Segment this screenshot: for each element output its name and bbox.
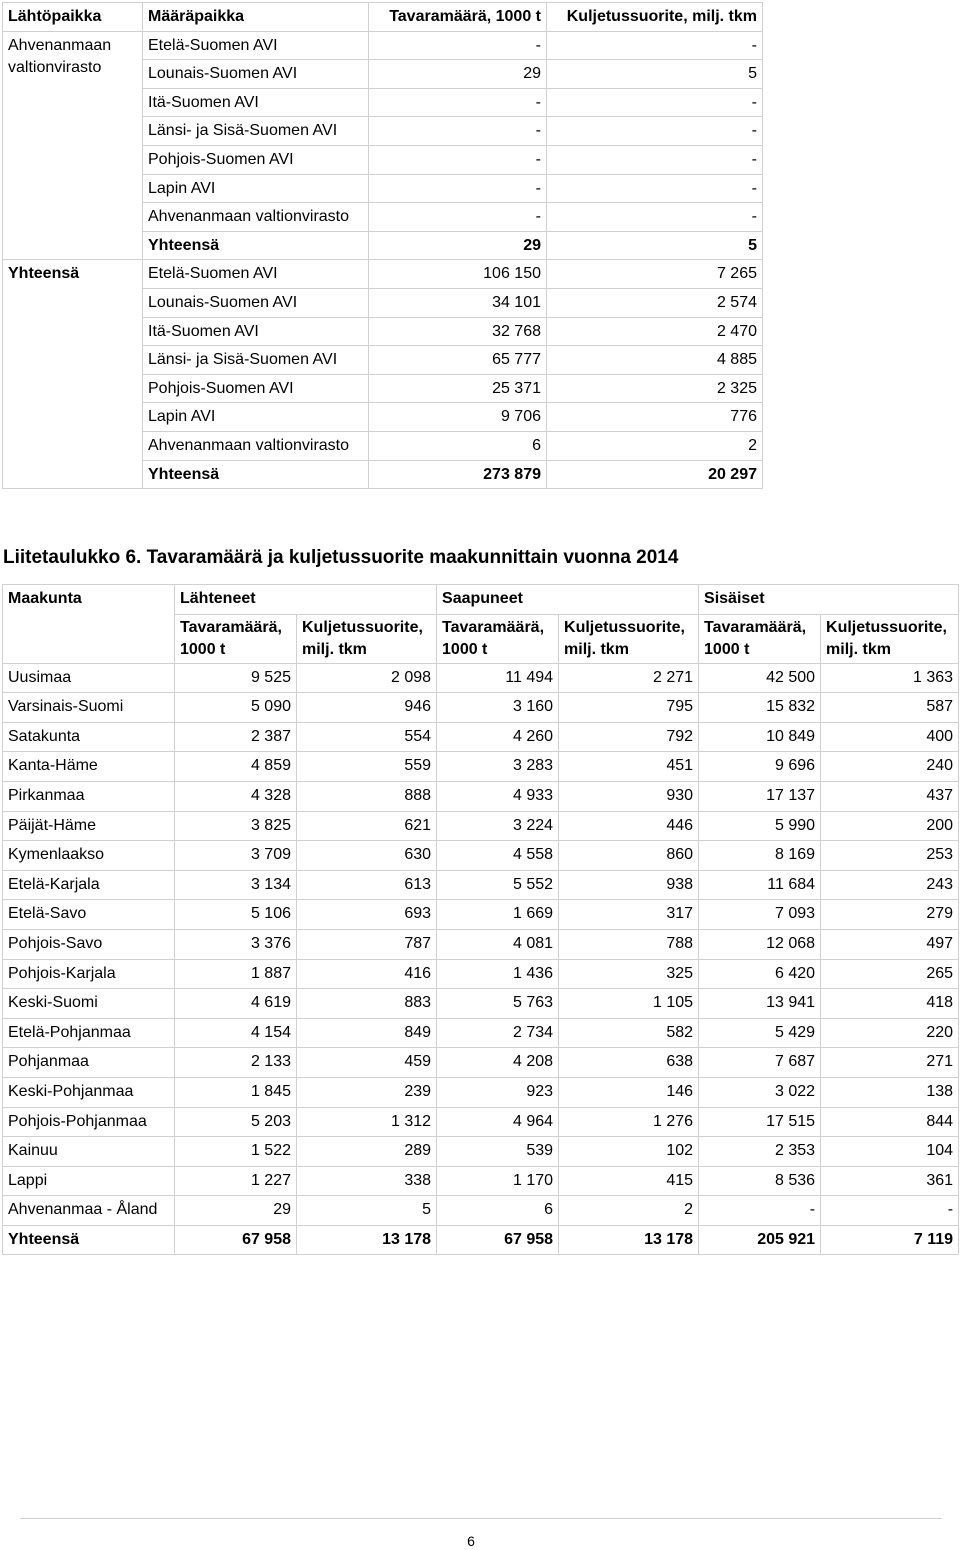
- value-cell: 13 178: [559, 1225, 699, 1255]
- value-cell: 2: [559, 1196, 699, 1226]
- footer-divider: [20, 1518, 942, 1519]
- value-cell: 4 964: [437, 1107, 559, 1137]
- value-cell: 9 525: [175, 663, 297, 693]
- value-cell: 5 429: [699, 1018, 821, 1048]
- value-cell: 5 763: [437, 989, 559, 1019]
- destination-cell: Etelä-Suomen AVI: [143, 31, 369, 60]
- value-cell: 10 849: [699, 722, 821, 752]
- region-cell: Kanta-Häme: [3, 752, 175, 782]
- value-cell: 2 098: [297, 663, 437, 693]
- region-cell: Kymenlaakso: [3, 841, 175, 871]
- region-cell: Etelä-Pohjanmaa: [3, 1018, 175, 1048]
- value-cell: 860: [559, 841, 699, 871]
- destination-cell: Länsi- ja Sisä-Suomen AVI: [143, 346, 369, 375]
- header-arrived: Saapuneet: [437, 585, 699, 615]
- value-cell: 6 420: [699, 959, 821, 989]
- value-cell: 325: [559, 959, 699, 989]
- tons-cell: -: [369, 88, 547, 117]
- value-cell: 1 227: [175, 1166, 297, 1196]
- destination-cell: Yhteensä: [143, 460, 369, 489]
- tkm-cell: -: [547, 88, 763, 117]
- region-cell: Varsinais-Suomi: [3, 693, 175, 723]
- sub-header-arrived-tons: Tavaramäärä, 1000 t: [437, 614, 559, 663]
- origin-cell: Ahvenanmaan valtionvirasto: [3, 31, 143, 260]
- value-cell: 4 328: [175, 781, 297, 811]
- value-cell: 693: [297, 900, 437, 930]
- value-cell: 146: [559, 1077, 699, 1107]
- tkm-cell: 2: [547, 431, 763, 460]
- table-regions: [2, 584, 959, 1255]
- region-cell: Etelä-Savo: [3, 900, 175, 930]
- value-cell: 205 921: [699, 1225, 821, 1255]
- table1-header-row: [3, 3, 763, 32]
- value-cell: 930: [559, 781, 699, 811]
- tons-cell: 6: [369, 431, 547, 460]
- value-cell: 451: [559, 752, 699, 782]
- tkm-cell: 2 470: [547, 317, 763, 346]
- value-cell: 4 154: [175, 1018, 297, 1048]
- value-cell: 17 137: [699, 781, 821, 811]
- value-cell: 243: [821, 870, 959, 900]
- table-row: [3, 31, 763, 60]
- tkm-cell: 776: [547, 403, 763, 432]
- origin-cell: Yhteensä: [3, 260, 143, 489]
- value-cell: 4 619: [175, 989, 297, 1019]
- header-tons: Tavaramäärä, 1000 t: [369, 3, 547, 32]
- tons-cell: 65 777: [369, 346, 547, 375]
- table2-group-header-row: [3, 585, 959, 615]
- header-region: Maakunta: [3, 585, 175, 615]
- tons-cell: 29: [369, 231, 547, 260]
- region-cell: Yhteensä: [3, 1225, 175, 1255]
- table-row: [3, 260, 763, 289]
- tons-cell: 9 706: [369, 403, 547, 432]
- tons-cell: -: [369, 145, 547, 174]
- table-row: [3, 929, 959, 959]
- value-cell: 289: [297, 1137, 437, 1167]
- table-row: [3, 1196, 959, 1226]
- region-cell: Pohjois-Pohjanmaa: [3, 1107, 175, 1137]
- value-cell: 29: [175, 1196, 297, 1226]
- value-cell: 849: [297, 1018, 437, 1048]
- tkm-cell: 5: [547, 60, 763, 89]
- value-cell: 1 363: [821, 663, 959, 693]
- value-cell: 554: [297, 722, 437, 752]
- region-cell: Lappi: [3, 1166, 175, 1196]
- tons-cell: -: [369, 174, 547, 203]
- value-cell: 4 081: [437, 929, 559, 959]
- value-cell: 923: [437, 1077, 559, 1107]
- table-row: [3, 1018, 959, 1048]
- value-cell: 338: [297, 1166, 437, 1196]
- value-cell: 3 134: [175, 870, 297, 900]
- table1-body: [3, 31, 763, 489]
- value-cell: 559: [297, 752, 437, 782]
- value-cell: 787: [297, 929, 437, 959]
- value-cell: 104: [821, 1137, 959, 1167]
- value-cell: 2 387: [175, 722, 297, 752]
- region-cell: Ahvenanmaa - Åland: [3, 1196, 175, 1226]
- destination-cell: Lapin AVI: [143, 174, 369, 203]
- table-row: [3, 781, 959, 811]
- destination-cell: Lounais-Suomen AVI: [143, 288, 369, 317]
- destination-cell: Pohjois-Suomen AVI: [143, 145, 369, 174]
- value-cell: 5: [297, 1196, 437, 1226]
- value-cell: 3 160: [437, 693, 559, 723]
- tkm-cell: -: [547, 145, 763, 174]
- table-row: [3, 1107, 959, 1137]
- value-cell: 9 696: [699, 752, 821, 782]
- tons-cell: 273 879: [369, 460, 547, 489]
- value-cell: 265: [821, 959, 959, 989]
- destination-cell: Itä-Suomen AVI: [143, 88, 369, 117]
- region-cell: Pirkanmaa: [3, 781, 175, 811]
- table-caption: Liitetaulukko 6. Tavaramäärä ja kuljetussuorite maakunnittain vuonna 2014: [3, 547, 679, 568]
- value-cell: 638: [559, 1048, 699, 1078]
- header-destination: Määräpaikka: [143, 3, 369, 32]
- tkm-cell: -: [547, 174, 763, 203]
- value-cell: 446: [559, 811, 699, 841]
- region-cell: Satakunta: [3, 722, 175, 752]
- table-row: [3, 811, 959, 841]
- table-row: [3, 870, 959, 900]
- value-cell: -: [699, 1196, 821, 1226]
- value-cell: 42 500: [699, 663, 821, 693]
- tons-cell: -: [369, 203, 547, 232]
- value-cell: 279: [821, 900, 959, 930]
- table-row: [3, 722, 959, 752]
- destination-cell: Ahvenanmaan valtionvirasto: [143, 431, 369, 460]
- header-region-spacer: [3, 614, 175, 663]
- value-cell: 12 068: [699, 929, 821, 959]
- value-cell: 5 203: [175, 1107, 297, 1137]
- header-internal: Sisäiset: [699, 585, 959, 615]
- value-cell: 13 178: [297, 1225, 437, 1255]
- tkm-cell: 5: [547, 231, 763, 260]
- table-row: [3, 663, 959, 693]
- tkm-cell: 7 265: [547, 260, 763, 289]
- table-row: [3, 752, 959, 782]
- header-tkm: Kuljetussuorite, milj. tkm: [547, 3, 763, 32]
- value-cell: 792: [559, 722, 699, 752]
- destination-cell: Länsi- ja Sisä-Suomen AVI: [143, 117, 369, 146]
- value-cell: 5 106: [175, 900, 297, 930]
- value-cell: 3 283: [437, 752, 559, 782]
- value-cell: 788: [559, 929, 699, 959]
- value-cell: 2 133: [175, 1048, 297, 1078]
- region-cell: Etelä-Karjala: [3, 870, 175, 900]
- value-cell: 1 312: [297, 1107, 437, 1137]
- table-row: [3, 989, 959, 1019]
- value-cell: 437: [821, 781, 959, 811]
- value-cell: 1 522: [175, 1137, 297, 1167]
- value-cell: 5 990: [699, 811, 821, 841]
- value-cell: 15 832: [699, 693, 821, 723]
- tons-cell: 25 371: [369, 374, 547, 403]
- value-cell: 3 825: [175, 811, 297, 841]
- destination-cell: Ahvenanmaan valtionvirasto: [143, 203, 369, 232]
- destination-cell: Etelä-Suomen AVI: [143, 260, 369, 289]
- value-cell: 3 709: [175, 841, 297, 871]
- value-cell: 1 436: [437, 959, 559, 989]
- value-cell: 844: [821, 1107, 959, 1137]
- value-cell: 4 260: [437, 722, 559, 752]
- region-cell: Pohjanmaa: [3, 1048, 175, 1078]
- value-cell: -: [821, 1196, 959, 1226]
- value-cell: 200: [821, 811, 959, 841]
- value-cell: 415: [559, 1166, 699, 1196]
- value-cell: 2 271: [559, 663, 699, 693]
- value-cell: 5 552: [437, 870, 559, 900]
- value-cell: 102: [559, 1137, 699, 1167]
- value-cell: 4 558: [437, 841, 559, 871]
- value-cell: 1 669: [437, 900, 559, 930]
- value-cell: 497: [821, 929, 959, 959]
- value-cell: 3 022: [699, 1077, 821, 1107]
- value-cell: 7 093: [699, 900, 821, 930]
- value-cell: 67 958: [437, 1225, 559, 1255]
- tons-cell: -: [369, 31, 547, 60]
- value-cell: 1 276: [559, 1107, 699, 1137]
- table-row: [3, 1166, 959, 1196]
- value-cell: 587: [821, 693, 959, 723]
- sub-header-departed-tkm: Kuljetussuorite, milj. tkm: [297, 614, 437, 663]
- value-cell: 4 208: [437, 1048, 559, 1078]
- table-row: [3, 1048, 959, 1078]
- value-cell: 400: [821, 722, 959, 752]
- value-cell: 7 119: [821, 1225, 959, 1255]
- value-cell: 11 494: [437, 663, 559, 693]
- value-cell: 418: [821, 989, 959, 1019]
- value-cell: 239: [297, 1077, 437, 1107]
- tons-cell: 34 101: [369, 288, 547, 317]
- value-cell: 630: [297, 841, 437, 871]
- value-cell: 539: [437, 1137, 559, 1167]
- value-cell: 5 090: [175, 693, 297, 723]
- value-cell: 220: [821, 1018, 959, 1048]
- region-cell: Kainuu: [3, 1137, 175, 1167]
- value-cell: 138: [821, 1077, 959, 1107]
- value-cell: 13 941: [699, 989, 821, 1019]
- value-cell: 795: [559, 693, 699, 723]
- destination-cell: Lounais-Suomen AVI: [143, 60, 369, 89]
- sub-header-arrived-tkm: Kuljetussuorite, milj. tkm: [559, 614, 699, 663]
- table-avi-flows: [2, 2, 763, 489]
- region-cell: Pohjois-Karjala: [3, 959, 175, 989]
- value-cell: 17 515: [699, 1107, 821, 1137]
- tkm-cell: 2 574: [547, 288, 763, 317]
- sub-header-internal-tkm: Kuljetussuorite, milj. tkm: [821, 614, 959, 663]
- table-row: [3, 959, 959, 989]
- value-cell: 621: [297, 811, 437, 841]
- value-cell: 7 687: [699, 1048, 821, 1078]
- value-cell: 938: [559, 870, 699, 900]
- value-cell: 3 376: [175, 929, 297, 959]
- table-row: [3, 1077, 959, 1107]
- sub-header-departed-tons: Tavaramäärä, 1000 t: [175, 614, 297, 663]
- region-cell: Uusimaa: [3, 663, 175, 693]
- table2-body: [3, 663, 959, 1255]
- page-number: 6: [467, 1533, 475, 1549]
- tons-cell: 29: [369, 60, 547, 89]
- tkm-cell: 20 297: [547, 460, 763, 489]
- table-row: [3, 1137, 959, 1167]
- value-cell: 67 958: [175, 1225, 297, 1255]
- destination-cell: Lapin AVI: [143, 403, 369, 432]
- value-cell: 416: [297, 959, 437, 989]
- value-cell: 8 536: [699, 1166, 821, 1196]
- tkm-cell: -: [547, 31, 763, 60]
- value-cell: 1 887: [175, 959, 297, 989]
- destination-cell: Itä-Suomen AVI: [143, 317, 369, 346]
- region-cell: Keski-Suomi: [3, 989, 175, 1019]
- value-cell: 1 170: [437, 1166, 559, 1196]
- value-cell: 459: [297, 1048, 437, 1078]
- destination-cell: Yhteensä: [143, 231, 369, 260]
- value-cell: 888: [297, 781, 437, 811]
- tons-cell: -: [369, 117, 547, 146]
- value-cell: 271: [821, 1048, 959, 1078]
- tkm-cell: -: [547, 117, 763, 146]
- header-origin: Lähtöpaikka: [3, 3, 143, 32]
- value-cell: 11 684: [699, 870, 821, 900]
- region-cell: Keski-Pohjanmaa: [3, 1077, 175, 1107]
- value-cell: 361: [821, 1166, 959, 1196]
- value-cell: 240: [821, 752, 959, 782]
- value-cell: 2 734: [437, 1018, 559, 1048]
- sub-header-internal-tons: Tavaramäärä, 1000 t: [699, 614, 821, 663]
- value-cell: 6: [437, 1196, 559, 1226]
- region-cell: Pohjois-Savo: [3, 929, 175, 959]
- value-cell: 253: [821, 841, 959, 871]
- region-cell: Päijät-Häme: [3, 811, 175, 841]
- destination-cell: Pohjois-Suomen AVI: [143, 374, 369, 403]
- table-row: [3, 900, 959, 930]
- table-row: [3, 1225, 959, 1255]
- value-cell: 1 105: [559, 989, 699, 1019]
- table-row: [3, 841, 959, 871]
- tkm-cell: 2 325: [547, 374, 763, 403]
- table2-sub-header-row: [3, 614, 959, 663]
- tkm-cell: -: [547, 203, 763, 232]
- value-cell: 613: [297, 870, 437, 900]
- tkm-cell: 4 885: [547, 346, 763, 375]
- value-cell: 2 353: [699, 1137, 821, 1167]
- value-cell: 317: [559, 900, 699, 930]
- tons-cell: 106 150: [369, 260, 547, 289]
- tons-cell: 32 768: [369, 317, 547, 346]
- header-departed: Lähteneet: [175, 585, 437, 615]
- value-cell: 3 224: [437, 811, 559, 841]
- value-cell: 1 845: [175, 1077, 297, 1107]
- value-cell: 4 859: [175, 752, 297, 782]
- value-cell: 582: [559, 1018, 699, 1048]
- value-cell: 883: [297, 989, 437, 1019]
- table-row: [3, 693, 959, 723]
- value-cell: 946: [297, 693, 437, 723]
- value-cell: 8 169: [699, 841, 821, 871]
- value-cell: 4 933: [437, 781, 559, 811]
